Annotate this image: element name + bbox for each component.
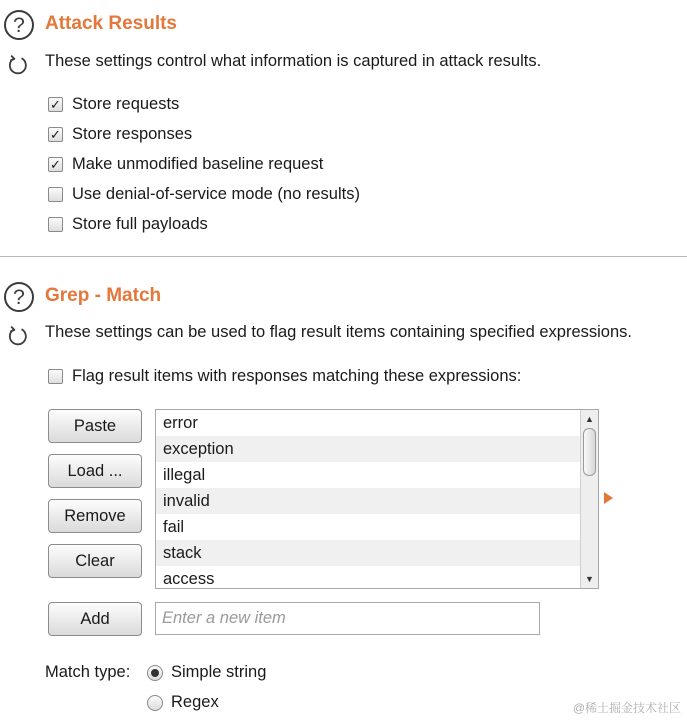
option-label: Use denial-of-service mode (no results): [72, 185, 360, 203]
option-label: Store responses: [72, 125, 193, 143]
attack-results-description: These settings control what information is captured in attack results.: [45, 52, 542, 70]
scroll-up-icon[interactable]: ▲: [585, 414, 594, 424]
paste-button[interactable]: Paste: [48, 409, 142, 443]
expand-arrow-icon[interactable]: [604, 492, 613, 504]
option-label: Store requests: [72, 95, 180, 113]
section-divider: [0, 256, 687, 257]
refresh-icon[interactable]: [6, 324, 30, 348]
list-item[interactable]: exception: [156, 436, 581, 462]
list-item[interactable]: error: [163, 414, 198, 432]
list-item[interactable]: access: [163, 570, 215, 588]
option-label: Flag result items with responses matching these expressions:: [72, 367, 522, 385]
help-icon[interactable]: ?: [4, 282, 34, 312]
checkbox[interactable]: [48, 217, 63, 232]
option-label: Simple string: [171, 663, 267, 681]
baseline-request-option[interactable]: [48, 155, 323, 174]
flag-result-items-option[interactable]: [48, 367, 521, 386]
clear-button[interactable]: Clear: [48, 544, 142, 578]
grep-match-title: Grep - Match: [45, 285, 162, 306]
match-type-label: Match type:: [45, 663, 131, 681]
denial-of-service-option[interactable]: [48, 185, 360, 204]
list-item[interactable]: invalid: [156, 488, 581, 514]
grep-match-description: These settings can be used to flag result items containing specified expressions.: [45, 323, 632, 341]
new-item-input[interactable]: [155, 602, 540, 635]
scroll-down-icon[interactable]: ▼: [585, 574, 594, 584]
remove-button[interactable]: Remove: [48, 499, 142, 533]
expression-list[interactable]: [155, 409, 599, 589]
list-item[interactable]: illegal: [163, 466, 206, 484]
checkbox[interactable]: ✓: [48, 97, 63, 112]
checkbox[interactable]: [48, 187, 63, 202]
list-scrollbar[interactable]: [580, 410, 598, 588]
refresh-icon[interactable]: [6, 53, 30, 77]
option-label: Make unmodified baseline request: [72, 155, 324, 173]
regex-option[interactable]: [147, 693, 219, 712]
checkbox[interactable]: ✓: [48, 127, 63, 142]
store-full-payloads-option[interactable]: [48, 215, 208, 234]
help-icon[interactable]: ?: [4, 10, 34, 40]
checkbox[interactable]: [48, 369, 63, 384]
radio-button[interactable]: [147, 665, 163, 681]
option-label: Regex: [171, 693, 219, 711]
option-label: Store full payloads: [72, 215, 208, 233]
expression-list-items: [156, 410, 581, 589]
checkbox[interactable]: ✓: [48, 157, 63, 172]
load-button[interactable]: Load ...: [48, 454, 142, 488]
add-button[interactable]: Add: [48, 602, 142, 636]
store-requests-option[interactable]: [48, 95, 179, 114]
attack-results-title: Attack Results: [45, 13, 177, 34]
simple-string-option[interactable]: [147, 663, 266, 682]
scroll-thumb[interactable]: [583, 428, 596, 476]
watermark: @稀土掘金技术社区: [572, 701, 681, 715]
store-responses-option[interactable]: [48, 125, 192, 144]
list-item[interactable]: stack: [156, 540, 581, 566]
list-item[interactable]: fail: [163, 518, 185, 536]
radio-button[interactable]: [147, 695, 163, 711]
